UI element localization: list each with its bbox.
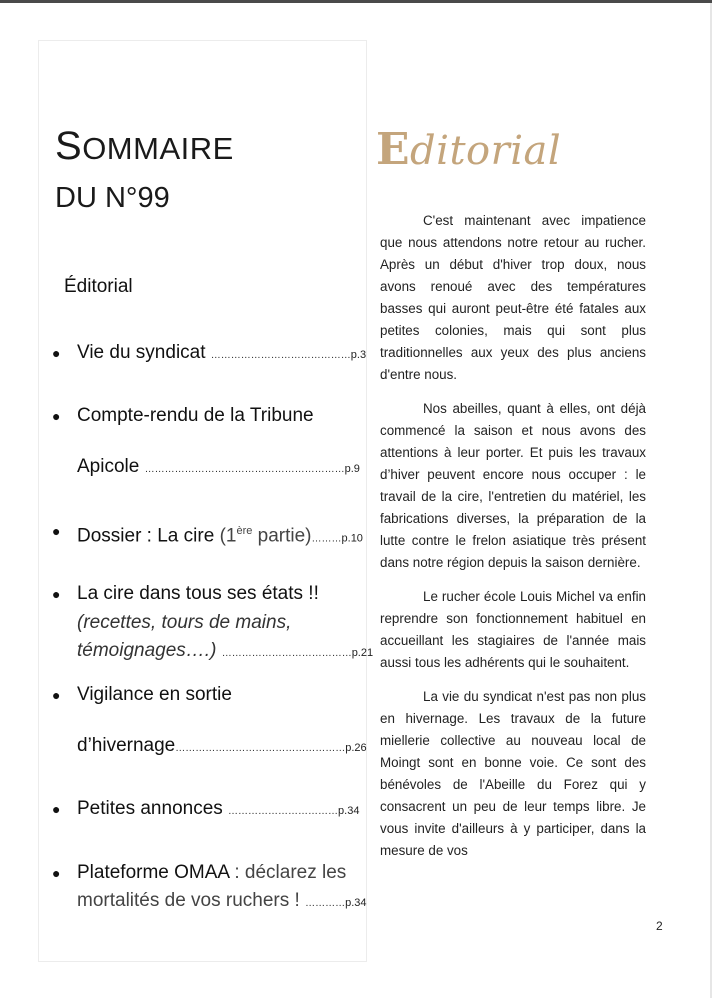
- issue-number: DU N°99: [55, 182, 170, 214]
- editorial-paragraph: La vie du syndicat n'est pas non plus en hivernage. Les travaux de la future miellerie collective au nouveau local de Moingt sont en bonne voie. Ce sont des bénévoles de l'Abeille du Forez qui y consacrent un peu de leur temps libre. Je vous invite d'ailleurs à y participer, dans la mesure de vos: [380, 689, 646, 858]
- leader-dots: ……………………………………………………: [144, 464, 345, 475]
- editorial-paragraph: Le rucher école Louis Michel va enfin reprendre son fonctionnement habituel en accueillant les stagiaires de l'année mais aussi tous les adhérents qui le souhaitent.: [380, 589, 646, 670]
- bullet-icon: ●: [52, 345, 61, 361]
- bullet-icon: ●: [52, 523, 61, 539]
- top-border: [0, 0, 712, 3]
- leader-dots: ……………………………………: [210, 350, 351, 361]
- bullet-icon: ●: [52, 408, 61, 424]
- bullet-icon: ●: [52, 865, 61, 881]
- editorial-paragraph: Nos abeilles, quant à elles, ont déjà commencé la saison et nous avons des attentions à leur porter. Et puis les travaux d’hiver peuvent encore nous occuper : le travail de la cire, l'entretien du matériel, les fabrications diverses, la préparation de la lutte contre le frelon asiatique très présent dans notre région depuis la saison dernière.: [380, 401, 646, 570]
- leader-dots: …………………………………: [221, 648, 352, 659]
- bullet-icon: ●: [52, 801, 61, 817]
- leader-dots: …………: [305, 898, 346, 909]
- bullet-icon: ●: [52, 586, 61, 602]
- summary-title: SOMMAIRE: [55, 124, 234, 168]
- leader-dots: ……………………………………………: [175, 743, 346, 754]
- toc-editorial-link[interactable]: Éditorial: [64, 276, 133, 297]
- leader-dots: ……………………………: [228, 806, 339, 817]
- leader-dots: ………: [311, 533, 342, 545]
- bullet-icon: ●: [52, 687, 61, 703]
- editorial-paragraph: C'est maintenant avec impatience que nous attendons notre retour au rucher. Après un début d'hiver trop doux, nous avons renoué avec des températures basses qui auront peut-être été fatales aux petites colonies, mais qui sont plus traditionnelles aux yeux des plus anciens d'entre nous.: [380, 213, 646, 382]
- editorial-body: [380, 210, 646, 874]
- page-number: 2: [656, 919, 663, 933]
- editorial-title: Editorial: [376, 124, 562, 175]
